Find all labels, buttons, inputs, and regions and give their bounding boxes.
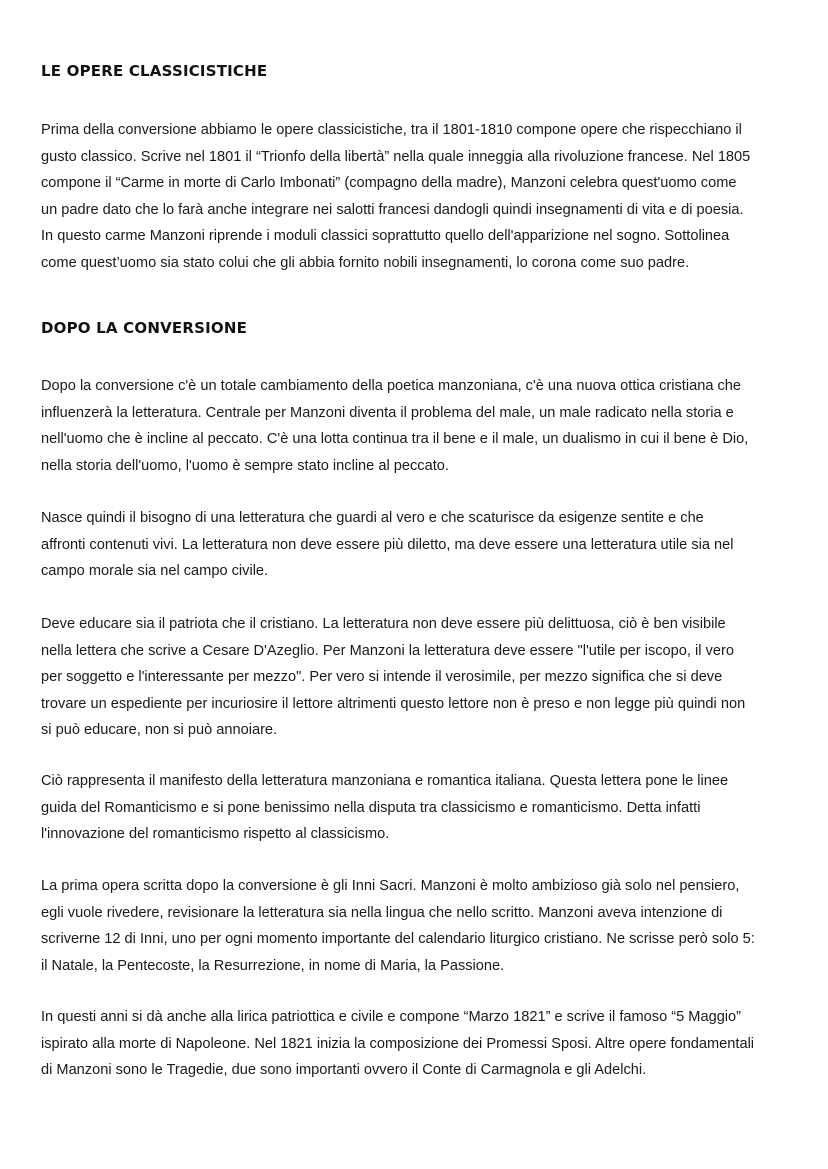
text-line: In questo carme Manzoni riprende i moduli classici soprattutto quello dell'apparizione nel sogno. Sottolinea bbox=[41, 228, 730, 244]
text-line: Nasce quindi il bisogno di una letteratura che guardi al vero e che scaturisce da esigenze sentite e che bbox=[41, 510, 704, 526]
text-line: egli vuole rivedere, revisionare la letteratura sia nella lingua che nello scritto. Manzoni aveva intenzione di bbox=[41, 904, 723, 921]
text-line: La prima opera scritta dopo la conversione è gli Inni Sacri. Manzoni è molto ambizioso già solo nel pensiero, bbox=[41, 878, 740, 894]
text-line: come quest’uomo sia stato colui che gli abbia fornito nobili insegnamenti, lo corona come suo padre. bbox=[41, 254, 690, 271]
paragraph-patriotic-lyric bbox=[41, 1004, 791, 1084]
text-line: un padre dato che lo farà anche integrare nei salotti francesi dandogli quindi insegnamenti di vita e di poesia. bbox=[41, 201, 744, 218]
paragraph-manifesto bbox=[41, 768, 791, 848]
text-line: nella lettera che scrive a Cesare D'Azeglio. Per Manzoni la letteratura deve essere "l'utile per iscopo, il vero bbox=[41, 642, 734, 659]
paragraph-conversion-poetics bbox=[41, 373, 791, 479]
paragraph-classicistic-works bbox=[41, 117, 791, 276]
text-line: In questi anni si dà anche alla lirica patriottica e civile e compone “Marzo 1821” e scrive il famoso “5 Maggio” bbox=[41, 1009, 742, 1025]
text-line: gusto classico. Scrive nel 1801 il “Trionfo della libertà” nella quale inneggia alla rivoluzione francese. Nel 1805 bbox=[41, 148, 751, 165]
text-line: l'innovazione del romanticismo rispetto al classicismo. bbox=[41, 826, 390, 842]
text-line: di Manzoni sono le Tragedie, due sono importanti ovvero il Conte di Carmagnola e gli Adelchi. bbox=[41, 1062, 647, 1078]
text-line: scriverne 12 di Inni, uno per ogni momento importante del calendario liturgico cristiano. Ne scrisse però solo 5: bbox=[41, 931, 755, 947]
paragraph-educate bbox=[41, 611, 791, 744]
text-line: si può educare, non si può annoiare. bbox=[41, 722, 278, 738]
text-line: Ciò rappresenta il manifesto della letteratura manzoniana e romantica italiana. Questa lettera pone le linee bbox=[41, 773, 729, 789]
paragraph-inni-sacri bbox=[41, 873, 791, 979]
text-line: affronti contenuti vivi. La letteratura non deve essere più diletto, ma deve essere una letteratura utile sia nel bbox=[41, 536, 734, 553]
text-line: Dopo la conversione c'è un totale cambiamento della poetica manzoniana, c'è una nuova ottica cristiana che bbox=[41, 378, 742, 394]
text-line: per soggetto e l'interessante per mezzo". Per vero si intende il verosimile, per mezzo significa che si deve bbox=[41, 669, 723, 685]
section-heading-classicistic: LE OPERE CLASSICISTICHE bbox=[41, 62, 268, 80]
text-line: Deve educare sia il patriota che il cristiano. La letteratura non deve essere più delittuosa, ciò è ben visibile bbox=[41, 616, 726, 632]
paragraph-need-for-truth bbox=[41, 505, 791, 585]
section-heading-after-conversion: DOPO LA CONVERSIONE bbox=[41, 319, 248, 337]
text-line: campo morale sia nel campo civile. bbox=[41, 563, 269, 579]
text-line: compone il “Carme in morte di Carlo Imbonati” (compagno della madre), Manzoni celebra quest'uomo come bbox=[41, 175, 737, 191]
text-line: Prima della conversione abbiamo le opere classicistiche, tra il 1801-1810 compone opere che rispecchiano il bbox=[41, 122, 742, 138]
text-line: nell'uomo che è incline al peccato. C'è una lotta continua tra il bene e il male, un dualismo in cui il bene è Dio, bbox=[41, 431, 749, 447]
text-line: guida del Romanticismo e si pone benissimo nella disputa tra classicismo e romanticismo. Detta infatti bbox=[41, 799, 701, 816]
text-line: influenzerà la letteratura. Centrale per Manzoni diventa il problema del male, un male radicato nella storia e bbox=[41, 404, 734, 421]
text-line: trovare un espediente per incuriosire il lettore altrimenti questo lettore non è preso e non legge più quindi non bbox=[41, 695, 746, 712]
text-line: ispirato alla morte di Napoleone. Nel 1821 inizia la composizione dei Promessi Sposi. Altre opere fondamentali bbox=[41, 1035, 755, 1052]
text-line: nella storia dell'uomo, l'uomo è sempre stato incline al peccato. bbox=[41, 457, 449, 474]
text-line: il Natale, la Pentecoste, la Resurrezione, in nome di Maria, la Passione. bbox=[41, 957, 505, 974]
